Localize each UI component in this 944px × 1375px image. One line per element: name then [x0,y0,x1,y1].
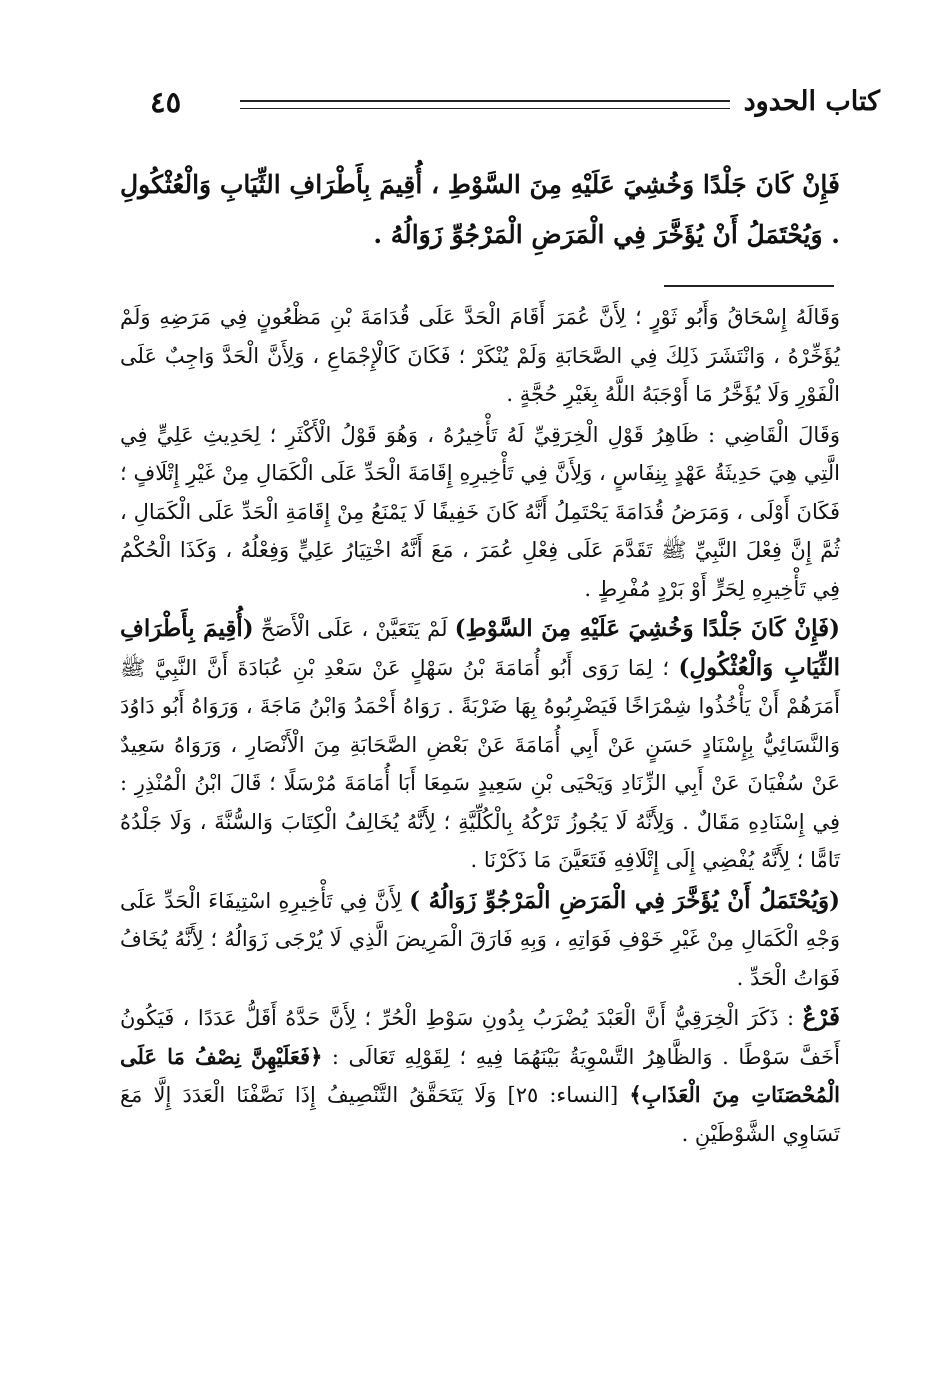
footnote-divider [664,285,834,287]
quoted-matn-2: (أُقِيمَ بِأَطْرَافِ الثِّيَابِ وَالْعُثْكُولِ) [120,615,840,681]
commentary-paragraph-1: وَقَالَهُ إِسْحَاقُ وَأَبُو ثَوْرٍ ؛ لِأَنَّ عُمَرَ أَقَامَ الْحَدَّ عَلَى قُدَامَةَ بْنِ مَظْعُونٍ فِي مَرَضِهِ وَلَمْ يُؤَخِّرْهُ ، وَانْتَشَرَ ذَلِكَ فِي الصَّحَابَةِ وَلَمْ يُنْكَرْ ؛ فَكَانَ كَالْإِجْمَاعِ ، وَلِأَنَّ الْحَدَّ وَاجِبٌ عَلَى الْفَوْرِ وَلَا يُؤَخَّرُ مَا أَوْجَبَهُ اللَّهُ بِغَيْرِ حُجَّةٍ . [120,305,840,406]
commentary-text: [النساء: ٢٥] وَلَا يَتَحَقَّقُ التَّنْصِيفُ إِذَا نَصَّفْنَا الْعَدَدَ إِلَّا مَعَ تَسَاوِي الشَّوْطَيْنِ . [120,1083,840,1146]
commentary-paragraph-4 [120,882,840,998]
commentary-text: ؛ لِمَا رَوَى أَبُو أُمَامَةَ بْنُ سَهْلٍ عَنْ سَعْدِ بْنِ عُبَادَةَ أَنَّ النَّبِيَّ ﷺ أَمَرَهُمْ أَنْ يَأْخُذُوا شِمْرَاخًا فَيَضْرِبُوهُ بِهَا ضَرْبَةً . رَوَاهُ أَحْمَدُ وَابْنُ مَاجَةَ ، وَرَوَاهُ أَبُو دَاوُدَ وَالنَّسَائِيُّ بِإِسْنَادٍ حَسَنٍ عَنْ أَبِي أُمَامَةَ عَنْ بَعْضِ الصَّحَابَةِ مِنَ الْأَنْصَارِ ، وَرَوَاهُ سَعِيدٌ عَنْ سُفْيَانَ عَنْ أَبِي الزِّنَادِ وَيَحْيَى بْنِ سَعِيدٍ سَمِعَا أَبَا أُمَامَةَ مُرْسَلًا ؛ قَالَ ابْنُ الْمُنْذِرِ : فِي إِسْنَادِهِ مَقَالٌ . وَلِأَنَّهُ لَا يَجُوزُ تَرْكُهُ بِالْكُلِّيَّةِ ؛ لِأَنَّهُ يُخَالِفُ الْكِتَابَ وَالسُّنَّةَ ، وَلَا جَلْدُهُ تَامًّا ؛ لِأَنَّهُ يُفْضِي إِلَى إِتْلَافِهِ فَتَعَيَّنَ مَا ذَكَرْنَا . [120,655,840,872]
commentary-paragraph-5 [120,999,840,1153]
book-title: كتاب الحدود [743,86,880,117]
commentary-text: لِأَنَّ فِي تَأْخِيرِهِ اسْتِيفَاءَ الْحَدِّ عَلَى وَجْهِ الْكَمَالِ مِنْ غَيْرِ خَوْفِ فَوَاتِهِ ، وَبِهِ فَارَقَ الْمَرِيضَ الَّذِي لَا يُرْجَى زَوَالُهُ ؛ لِأَنَّهُ يُخَافُ فَوَاتُ الْحَدِّ . [120,888,840,990]
commentary-text: : ذَكَرَ الْخِرَقِيُّ أَنَّ الْعَبْدَ يُضْرَبُ بِدُونِ سَوْطِ الْحُرِّ ؛ لِأَنَّ حَدَّهُ أَقَلُّ عَدَدًا ، فَيَكُونُ أَخَفَّ سَوْطًا . وَالظَّاهِرُ التَّسْوِيَةُ بَيْنَهُمَا فِيهِ ؛ لِقَوْلِهِ تَعَالَى : [120,1006,840,1069]
section-label: فَرْعٌ [802,1004,840,1031]
commentary-paragraph-3 [120,610,840,880]
quoted-matn-1: (فَإِنْ كَانَ جَلْدًا وَخُشِيَ عَلَيْهِ مِنَ السَّوْطِ) [454,615,840,642]
page-header [150,82,880,132]
commentary-paragraph-2: وَقَالَ الْقَاضِي : ظَاهِرُ قَوْلِ الْخِرَقِيِّ لَهُ تَأْخِيرُهُ ، وَهُوَ قَوْلُ الْأَكْثَرِ ؛ لِحَدِيثِ عَلِيٍّ فِي الَّتِي هِيَ حَدِيثَةُ عَهْدٍ بِنِفَاسٍ ، وَلِأَنَّ فِي تَأْخِيرِهِ إِقَامَةَ الْحَدِّ عَلَى الْكَمَالِ مِنْ غَيْرِ إِتْلَافٍ ؛ فَكَانَ أَوْلَى ، وَمَرَضُ قُدَامَةَ يَحْتَمِلُ أَنَّهُ كَانَ خَفِيفًا لَا يَمْنَعُ مِنْ إِقَامَةِ الْحَدِّ عَلَى الْكَمَالِ ، ثُمَّ إِنَّ فِعْلَ النَّبِيِّ ﷺ تَقَدَّمَ عَلَى فِعْلِ عُمَرَ ، مَعَ أَنَّهُ اخْتِيَارُ عَلِيٍّ وَفِعْلُهُ ، وَكَذَا الْحُكْمُ فِي تَأْخِيرِهِ لِحَرٍّ أَوْ بَرْدٍ مُفْرِطٍ . [120,422,840,601]
matn-text: فَإِنْ كَانَ جَلْدًا وَخُشِيَ عَلَيْهِ مِنَ السَّوْطِ ، أُقِيمَ بِأَطْرَافِ الثِّيَابِ وَالْعُثْكُولِ . وَيُحْتَمَلُ أَنْ يُؤَخَّرَ فِي الْمَرَضِ الْمَرْجُوِّ زَوَالُهُ . [120,170,840,249]
commentary-text: لَمْ يَتَعَيَّنْ ، عَلَى الْأَصَحِّ [253,617,455,641]
quoted-matn-3: (وَيُحْتَمَلُ أَنْ يُؤَخَّرَ فِي الْمَرَضِ الْمَرْجُوِّ زَوَالُهُ ) [409,886,840,914]
quran-verse: ﴿فَعَلَيْهِنَّ نِصْفُ مَا عَلَى الْمُحْصَنَاتِ مِنَ الْعَذَابِ﴾ [120,1043,840,1107]
header-rule [240,100,730,109]
page-number: ٤٥ [150,85,182,119]
commentary [120,298,840,1155]
